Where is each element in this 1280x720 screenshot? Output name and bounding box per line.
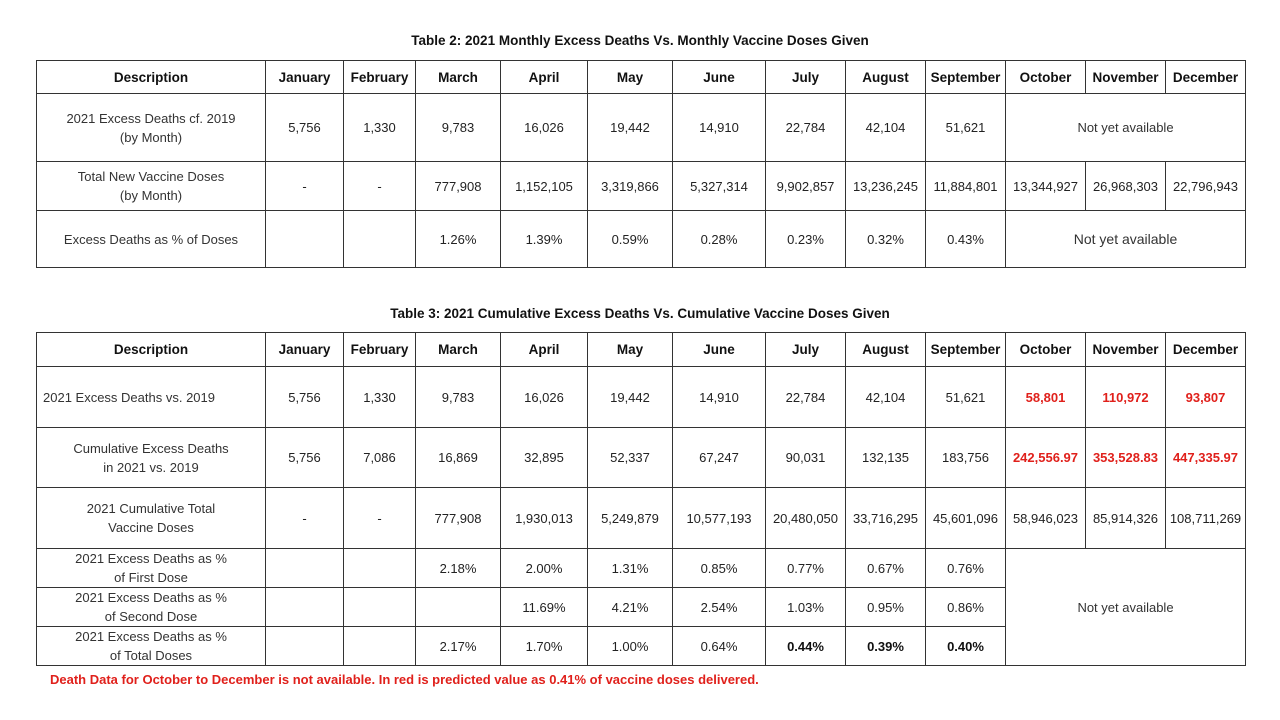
header-october: October [1006,333,1086,367]
header-july: July [766,61,846,94]
table-cell: 7,086 [344,428,416,488]
table-cell: 58,946,023 [1006,488,1086,549]
table-cell: 90,031 [766,428,846,488]
table-cell: 3,319,866 [588,162,673,211]
table-row [37,162,1246,211]
table-cell: 777,908 [416,162,501,211]
table2-title: Table 2: 2021 Monthly Excess Deaths Vs. Monthly Vaccine Doses Given [411,33,869,48]
table-cell: 9,783 [416,94,501,162]
footnote: Death Data for October to December is not available. In red is predicted value as 0.41% of vaccine doses delivered. [50,672,759,687]
header-december: December [1166,61,1246,94]
table-cell: 0.43% [926,211,1006,268]
table-cell: 4.21% [588,588,673,627]
table-cell: 2.17% [416,627,501,666]
header-november: November [1086,333,1166,367]
table-cell: 5,756 [266,428,344,488]
table-cell: 33,716,295 [846,488,926,549]
table-cell: 0.23% [766,211,846,268]
row-description: 2021 Excess Deaths cf. 2019 (by Month) [37,94,266,162]
table-cell: 1.70% [501,627,588,666]
monthly-excess-deaths-table [36,60,1246,268]
table-row [37,367,1246,428]
table-cell [266,588,344,627]
table-cell: 1.03% [766,588,846,627]
table-cell [266,211,344,268]
table-cell: 32,895 [501,428,588,488]
row-description: 2021 Excess Deaths as % of Total Doses [37,627,266,666]
table-cell: 0.76% [926,549,1006,588]
table-cell: 2.18% [416,549,501,588]
table-cell: 0.86% [926,588,1006,627]
header-august: August [846,333,926,367]
row-description: 2021 Excess Deaths vs. 2019 [37,367,266,428]
table-cell: 19,442 [588,367,673,428]
table-cell: 42,104 [846,94,926,162]
not-available-cell: Not yet available [1006,549,1246,666]
header-september: September [926,333,1006,367]
header-october: October [1006,61,1086,94]
table-cell: - [344,488,416,549]
predicted-value-cell: 110,972 [1086,367,1166,428]
table-cell: 1.39% [501,211,588,268]
row-description: 2021 Excess Deaths as % of Second Dose [37,588,266,627]
table-cell: 108,711,269 [1166,488,1246,549]
table-row [37,94,1246,162]
predicted-value-cell: 242,556.97 [1006,428,1086,488]
header-august: August [846,61,926,94]
not-available-cell: Not yet available [1006,211,1246,268]
table-cell: 16,026 [501,367,588,428]
header-february: February [344,333,416,367]
table-cell: 0.40% [926,627,1006,666]
table-cell: 67,247 [673,428,766,488]
header-april: April [501,333,588,367]
cumulative-excess-deaths-table [36,332,1246,666]
table-cell: 85,914,326 [1086,488,1166,549]
table-cell: 1,330 [344,94,416,162]
header-november: November [1086,61,1166,94]
table-cell: 2.00% [501,549,588,588]
predicted-value-cell: 58,801 [1006,367,1086,428]
table-cell: 0.44% [766,627,846,666]
table-cell: 1,330 [344,367,416,428]
table-cell [266,549,344,588]
header-description: Description [37,333,266,367]
table-cell: 22,796,943 [1166,162,1246,211]
table-cell: - [266,488,344,549]
table-cell: 1.26% [416,211,501,268]
table-cell: 0.95% [846,588,926,627]
table-cell: 777,908 [416,488,501,549]
table3-title: Table 3: 2021 Cumulative Excess Deaths Vs. Cumulative Vaccine Doses Given [390,306,890,321]
table-cell: 1.00% [588,627,673,666]
table-cell: 11.69% [501,588,588,627]
table3-header-row [37,333,1246,367]
table-cell [344,211,416,268]
table-cell [266,627,344,666]
table-cell: 0.64% [673,627,766,666]
table-cell: 9,783 [416,367,501,428]
table-cell: 0.85% [673,549,766,588]
table-cell: 51,621 [926,367,1006,428]
row-description: Excess Deaths as % of Doses [37,211,266,268]
header-june: June [673,333,766,367]
table-cell: 20,480,050 [766,488,846,549]
header-june: June [673,61,766,94]
table-cell: 0.59% [588,211,673,268]
table-cell: 22,784 [766,94,846,162]
table-cell: 2.54% [673,588,766,627]
table-cell: 10,577,193 [673,488,766,549]
header-january: January [266,61,344,94]
table-cell: 0.39% [846,627,926,666]
table-cell [416,588,501,627]
header-may: May [588,61,673,94]
header-march: March [416,61,501,94]
table-cell: 16,869 [416,428,501,488]
row-description: Cumulative Excess Deaths in 2021 vs. 2019 [37,428,266,488]
header-december: December [1166,333,1246,367]
predicted-value-cell: 93,807 [1166,367,1246,428]
table-cell: 52,337 [588,428,673,488]
table2-header-row [37,61,1246,94]
table-cell: 5,327,314 [673,162,766,211]
table-row [37,211,1246,268]
table-cell: 183,756 [926,428,1006,488]
header-description: Description [37,61,266,94]
row-description: Total New Vaccine Doses (by Month) [37,162,266,211]
table-cell: 13,344,927 [1006,162,1086,211]
table-cell: 42,104 [846,367,926,428]
table-cell: 16,026 [501,94,588,162]
table-cell: 19,442 [588,94,673,162]
table-cell [344,627,416,666]
table-cell: 1,930,013 [501,488,588,549]
table-cell: 11,884,801 [926,162,1006,211]
table-cell: 51,621 [926,94,1006,162]
header-july: July [766,333,846,367]
header-april: April [501,61,588,94]
table-cell: 1,152,105 [501,162,588,211]
table-cell: 5,249,879 [588,488,673,549]
header-february: February [344,61,416,94]
header-january: January [266,333,344,367]
header-march: March [416,333,501,367]
table-cell: 14,910 [673,367,766,428]
table-cell: 1.31% [588,549,673,588]
table-cell: 0.67% [846,549,926,588]
table-cell: 22,784 [766,367,846,428]
table-cell [344,549,416,588]
not-available-cell: Not yet available [1006,94,1246,162]
header-september: September [926,61,1006,94]
table-cell: - [266,162,344,211]
table-cell: 0.32% [846,211,926,268]
table-cell: 5,756 [266,94,344,162]
table-cell: 14,910 [673,94,766,162]
table-cell: 26,968,303 [1086,162,1166,211]
predicted-value-cell: 447,335.97 [1166,428,1246,488]
table-row [37,488,1246,549]
table-cell: 13,236,245 [846,162,926,211]
table-cell [344,588,416,627]
table-cell: 0.28% [673,211,766,268]
table-cell: 9,902,857 [766,162,846,211]
table-cell: - [344,162,416,211]
row-description: 2021 Cumulative Total Vaccine Doses [37,488,266,549]
table-cell: 45,601,096 [926,488,1006,549]
row-description: 2021 Excess Deaths as % of First Dose [37,549,266,588]
header-may: May [588,333,673,367]
table-row [37,549,1246,588]
table-cell: 0.77% [766,549,846,588]
table-cell: 5,756 [266,367,344,428]
table-row [37,428,1246,488]
predicted-value-cell: 353,528.83 [1086,428,1166,488]
table-cell: 132,135 [846,428,926,488]
